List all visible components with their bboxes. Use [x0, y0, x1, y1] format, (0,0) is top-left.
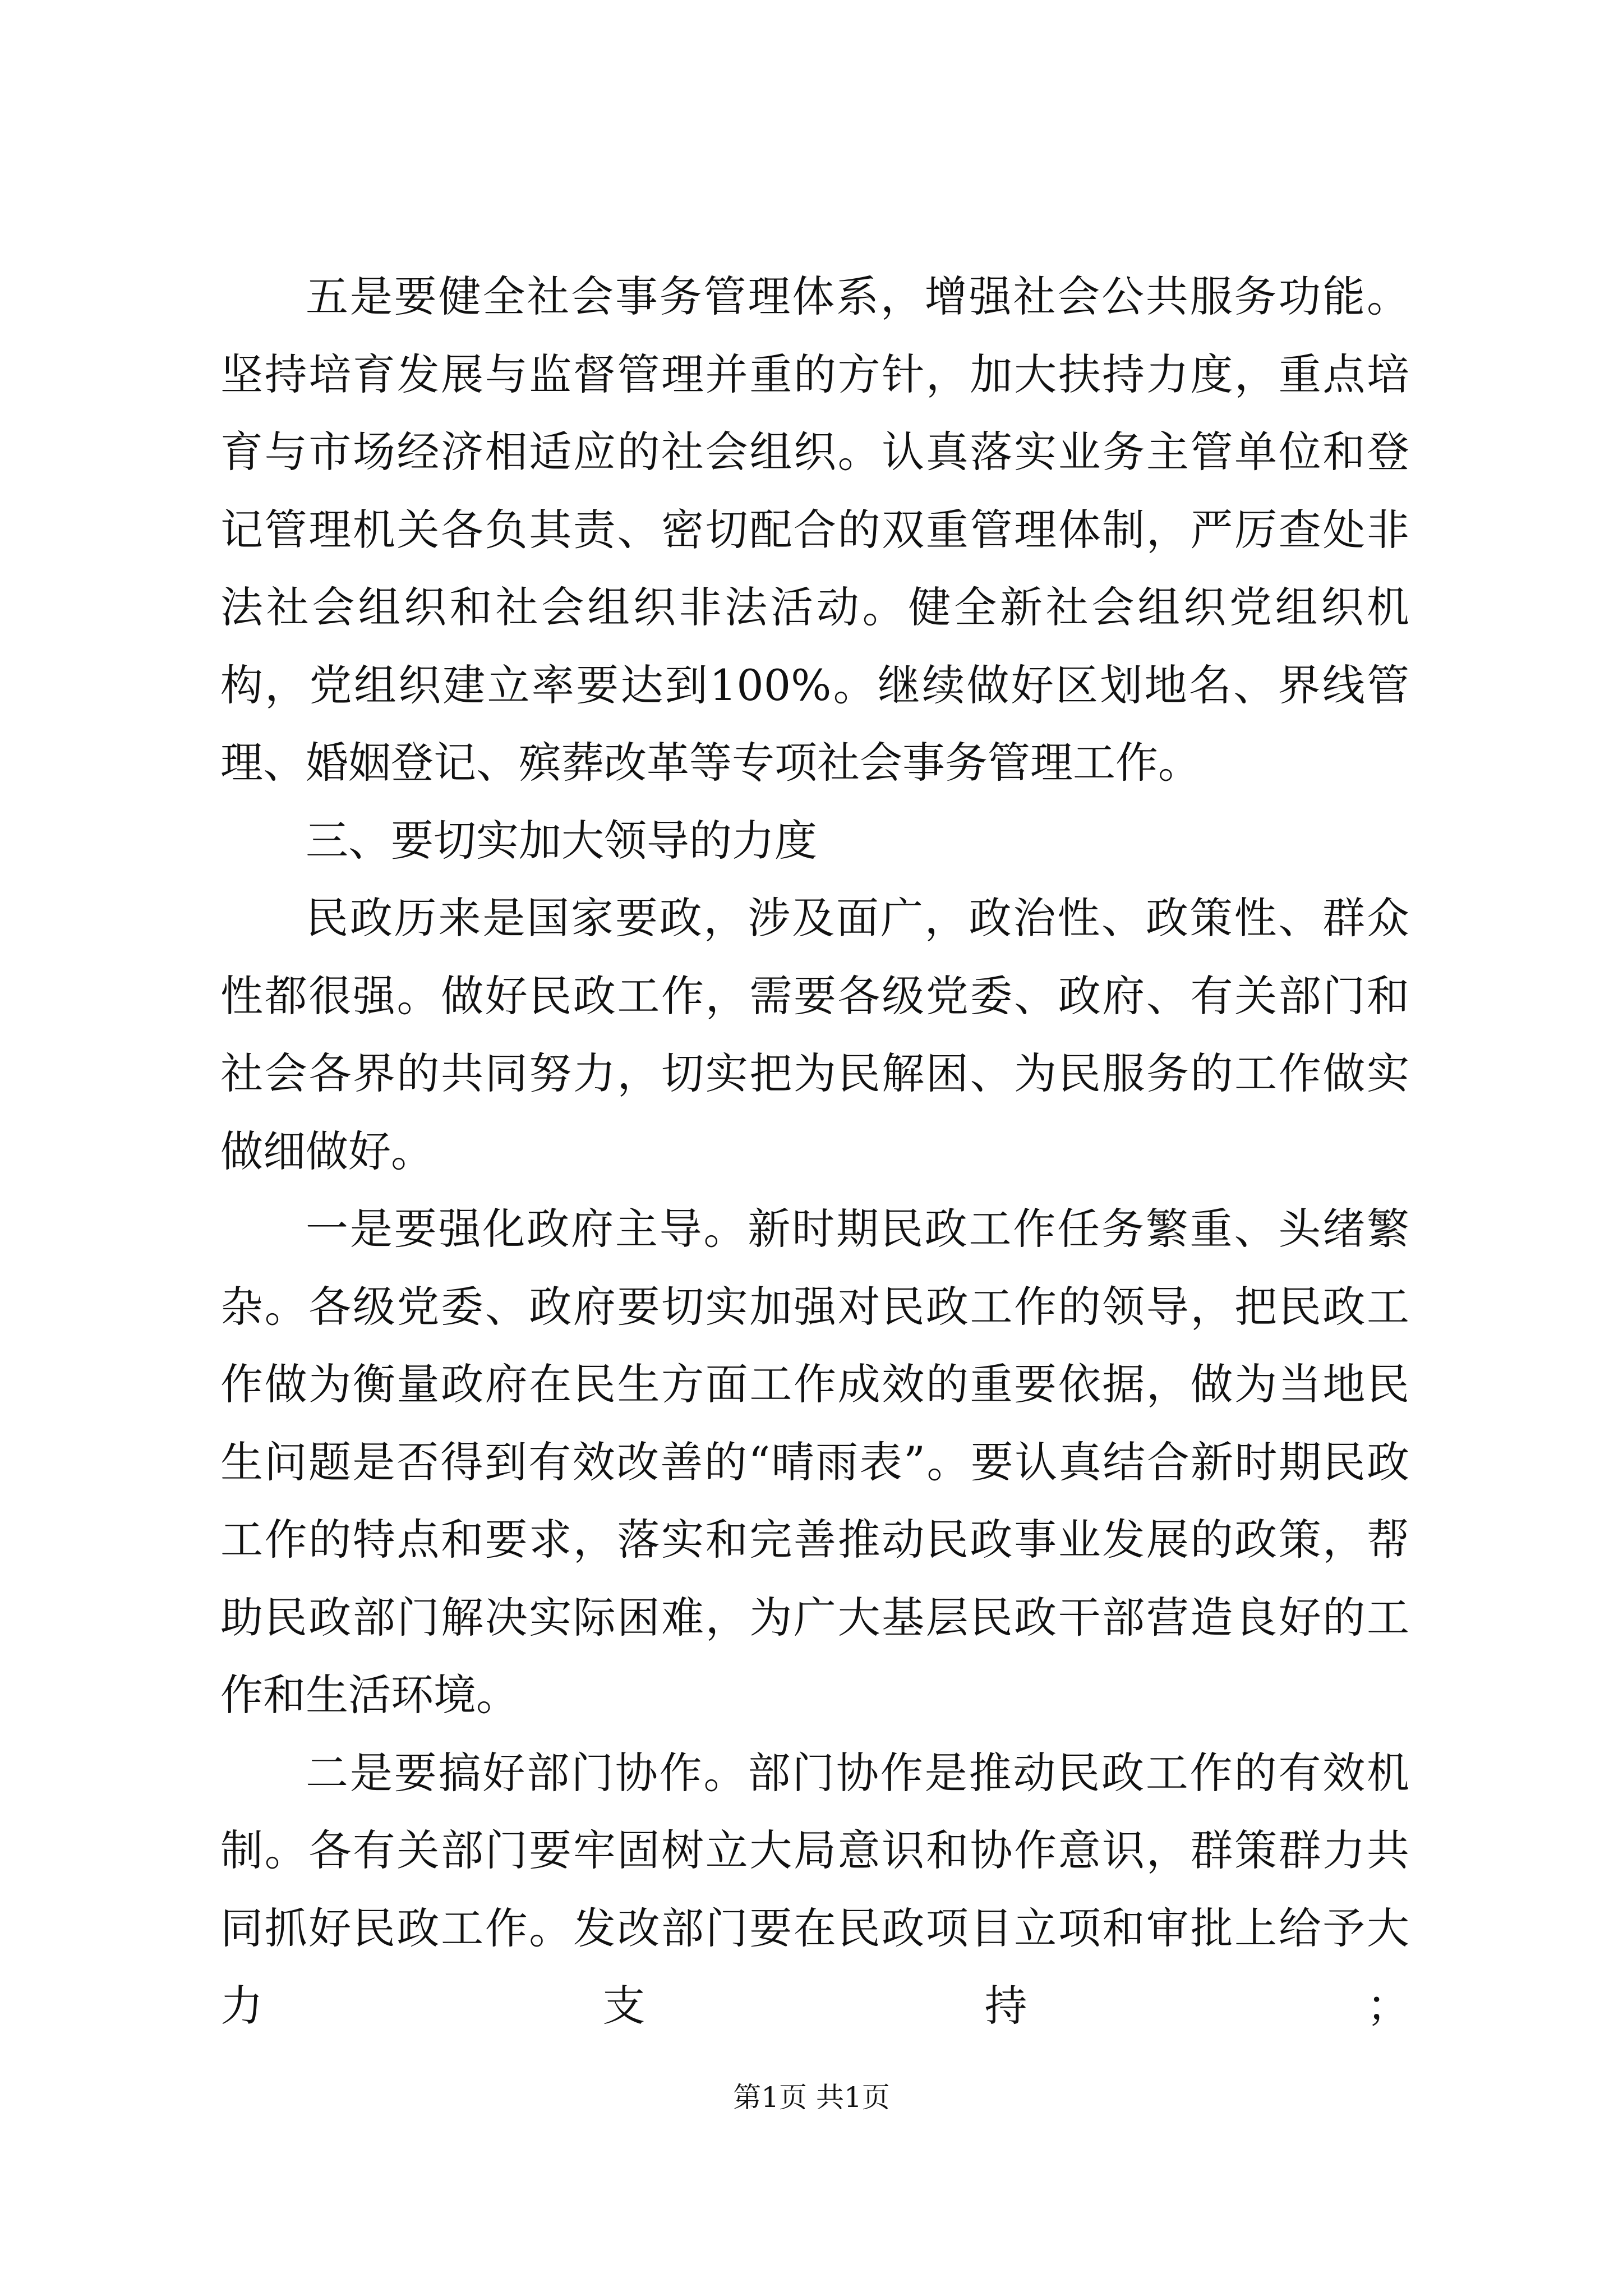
paragraph-social-affairs: 五是要健全社会事务管理体系，增强社会公共服务功能。坚持培育发展与监督管理并重的方针，加大扶持力度，重点培育与市场经济相适应的社会组织。认真落实业务主管单位和登记管理机关各负其责、密切配合的双重管理体制，严厉查处非法社会组织和社会组织非法活动。健全新社会组织党组织机构，党组织建立率要达到100%。继续做好区划地名、界线管理、婚姻登记、殡葬改革等专项社会事务管理工作。 — [220, 272, 1409, 788]
document-body — [220, 258, 1409, 2045]
page-footer: 第1页 共1页 — [733, 2081, 890, 2114]
section-heading-leadership: 三、要切实加大领导的力度 — [306, 815, 817, 866]
paragraph-civil-affairs-intro: 民政历来是国家要政，涉及面广，政治性、政策性、群众性都很强。做好民政工作，需要各级党委、政府、有关部门和社会各界的共同努力，切实把为民解困、为民服务的工作做实做细做好。 — [220, 893, 1409, 1176]
paragraph-government-leadership: 一是要强化政府主导。新时期民政工作任务繁重、头绪繁杂。各级党委、政府要切实加强对民政工作的领导，把民政工作做为衡量政府在民生方面工作成效的重要依据，做为当地民生问题是否得到有效改善的“晴雨表”。要认真结合新时期民政工作的特点和要求，落实和完善推动民政事业发展的政策，帮助民政部门解决实际困难，为广大基层民政干部营造良好的工作和生活环境。 — [220, 1204, 1409, 1720]
paragraph-department-cooperation: 二是要搞好部门协作。部门协作是推动民政工作的有效机制。各有关部门要牢固树立大局意识和协作意识，群策群力共同抓好民政工作。发改部门要在民政项目立项和审批上给予大力支持； — [220, 1747, 1409, 2031]
